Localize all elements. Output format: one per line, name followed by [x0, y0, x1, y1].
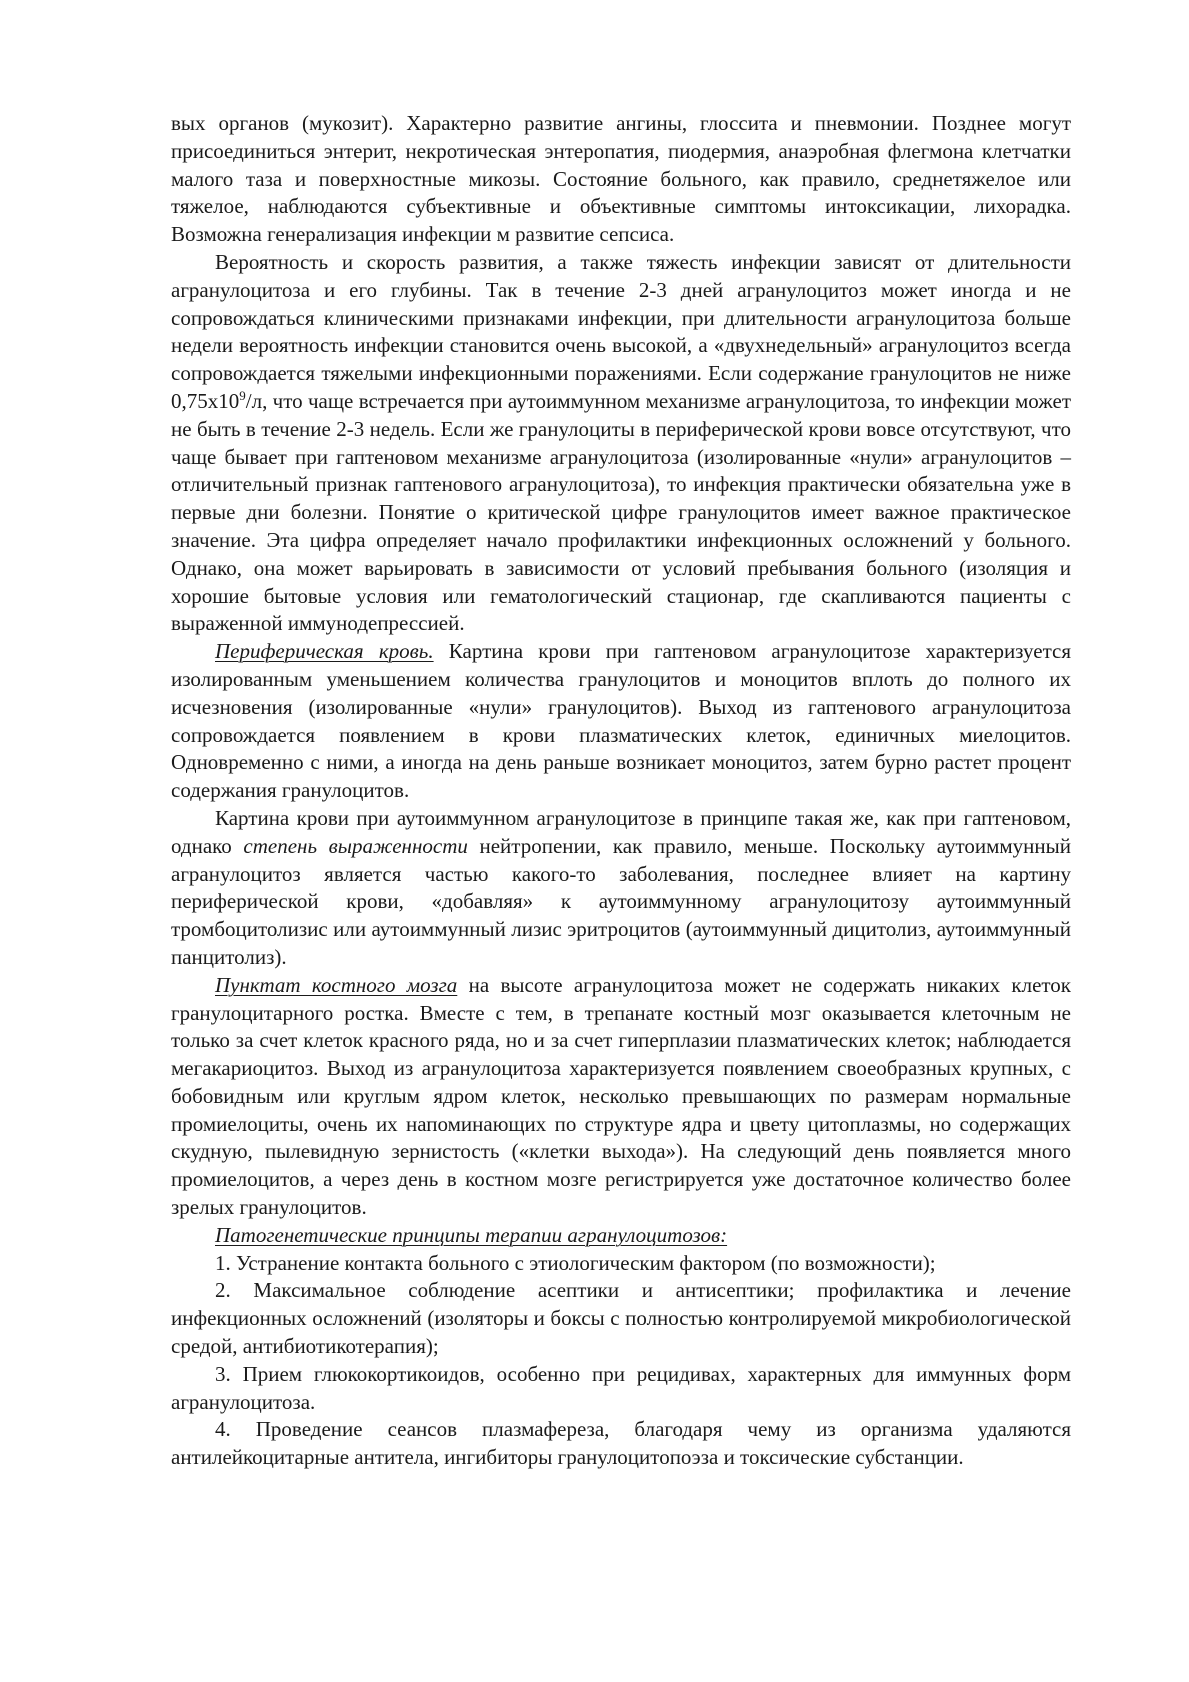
- document-page: [171, 110, 1071, 1472]
- list-item: 2. Максимальное соблюдение асептики и антисептики; профилактика и лечение инфекционных осложнений (изоляторы и боксы с полностью контролируемой микробиологической средой, антибиотикотерапия);: [171, 1278, 1071, 1359]
- paragraph-infection-risk: [171, 249, 1071, 638]
- exponent: 9: [239, 387, 246, 403]
- list-item: 3. Прием глюкокортикоидов, особенно при рецидивах, характерных для иммунных форм агранулоцитоза.: [171, 1361, 1071, 1414]
- emphasis-severity: степень выраженности: [243, 833, 468, 858]
- paragraph-autoimmune-part1: Картина крови при аутоиммунном агранулоцитозе в принципе такая же, как при гаптеновом, однако: [171, 805, 1071, 858]
- paragraph-bone-marrow: [171, 972, 1071, 1222]
- paragraph-complications: вых органов (мукозит). Характерно развитие ангины, глоссита и пневмонии. Позднее могут присоединиться энтерит, некротическая энтеропатия, пиодермия, анаэробная флегмона клетчатки малого таза и поверхностные микозы. Состояние больного, как правило, среднетяжелое или тяжелое, наблюдаются субъективные и объективные симптомы интоксикации, лихорадка. Возможна генерализация инфекции м развитие сепсиса.: [171, 111, 1071, 247]
- paragraph-autoimmune-blood: [171, 805, 1071, 972]
- list-item: 1. Устранение контакта больного с этиологическим фактором (по возможности);: [215, 1250, 936, 1275]
- section-heading-bone-marrow: Пунктат костного мозга: [215, 972, 458, 997]
- paragraph-peripheral-blood: [171, 638, 1071, 805]
- paragraph-infection-risk-part1: Вероятность и скорость развития, а также тяжесть инфекции зависят от длительности агранулоцитоза и его глубины. Так в течение 2-3 дней агранулоцитоз может иногда и не сопровождаться клиническими признаками инфекции, при длительности агранулоцитоза больше недели вероятность инфекции становится очень высокой, а «двухнедельный» агранулоцитоз всегда сопровождается тяжелыми инфекционными поражениями. Если содержание гранулоцитов не ниже 0,75х10: [171, 249, 1071, 413]
- section-heading-peripheral-blood: Периферическая кровь.: [215, 639, 434, 664]
- list-item: 4. Проведение сеансов плазмафереза, благодаря чему из организма удаляются антилейкоцитарные антитела, ингибиторы гранулоцитопоэза и токсические субстанции.: [171, 1417, 1071, 1470]
- paragraph-bone-marrow-text: на высоте агранулоцитоза может не содержать никаких клеток гранулоцитарного ростка. Вместе с тем, в трепанате костный мозг оказывается клеточным не только за счет клеток красного ряда, но и за счет гиперплазии плазматических клеток; наблюдается мегакариоцитоз. Выход из агранулоцитоза характеризуется появлением своеобразных крупных, с бобовидным или круглым ядром клеток, несколько превышающих по размерам нормальные промиелоциты, очень их напоминающих по структуре ядра и цвету цитоплазмы, но содержащих скудную, пылевидную зернистость («клетки выхода»). На следующий день появляется много промиелоцитов, а через день в костном мозге регистрируется уже достаточное количество более зрелых гранулоцитов.: [171, 972, 1072, 1220]
- section-heading-therapy: [171, 1222, 1071, 1250]
- paragraph-infection-risk-part2: /л, что чаще встречается при аутоиммунном механизме агранулоцитоза, то инфекции может не быть в течение 2-3 недель. Если же гранулоциты в периферической крови вовсе отсутствуют, что чаще бывает при гаптеновом механизме агранулоцитоза (изолированные «нули» агранулоцитов – отличительный признак гаптенового агранулоцитоза), то инфекция практически обязательна уже в первые дни болезни. Понятие о критической цифре гранулоцитов имеет важное практическое значение. Эта цифра определяет начало профилактики инфекционных осложнений у больного. Однако, она может варьировать в зависимости от условий пребывания больного (изоляция и хорошие бытовые условия или гематологический стационар, где скапливаются пациенты с выраженной иммунодепрессией.: [171, 388, 1071, 636]
- paragraph-autoimmune-part2: нейтропении, как правило, меньше. Поскольку аутоиммунный агранулоцитоз является частью какого-то заболевания, последнее влияет на картину периферической крови, «добавляя» к аутоиммунному агранулоцитозу аутоиммунный тромбоцитолизис или аутоиммунный лизис эритроцитов (аутоиммунный дицитолиз, аутоиммунный панцитолиз).: [171, 833, 1071, 969]
- therapy-heading-text: Патогенетические принципы терапии агранулоцитозов:: [215, 1222, 728, 1247]
- paragraph-peripheral-blood-text: Картина крови при гаптеновом агранулоцитозе характеризуется изолированным уменьшением количества гранулоцитов и моноцитов вплоть до полного их исчезновения (изолированные «нули» гранулоцитов). Выход из гаптенового агранулоцитоза сопровождается появлением в крови плазматических клеток, единичных миелоцитов. Одновременно с ними, а иногда на день раньше возникает моноцитоз, затем бурно растет процент содержания гранулоцитов.: [171, 639, 1071, 803]
